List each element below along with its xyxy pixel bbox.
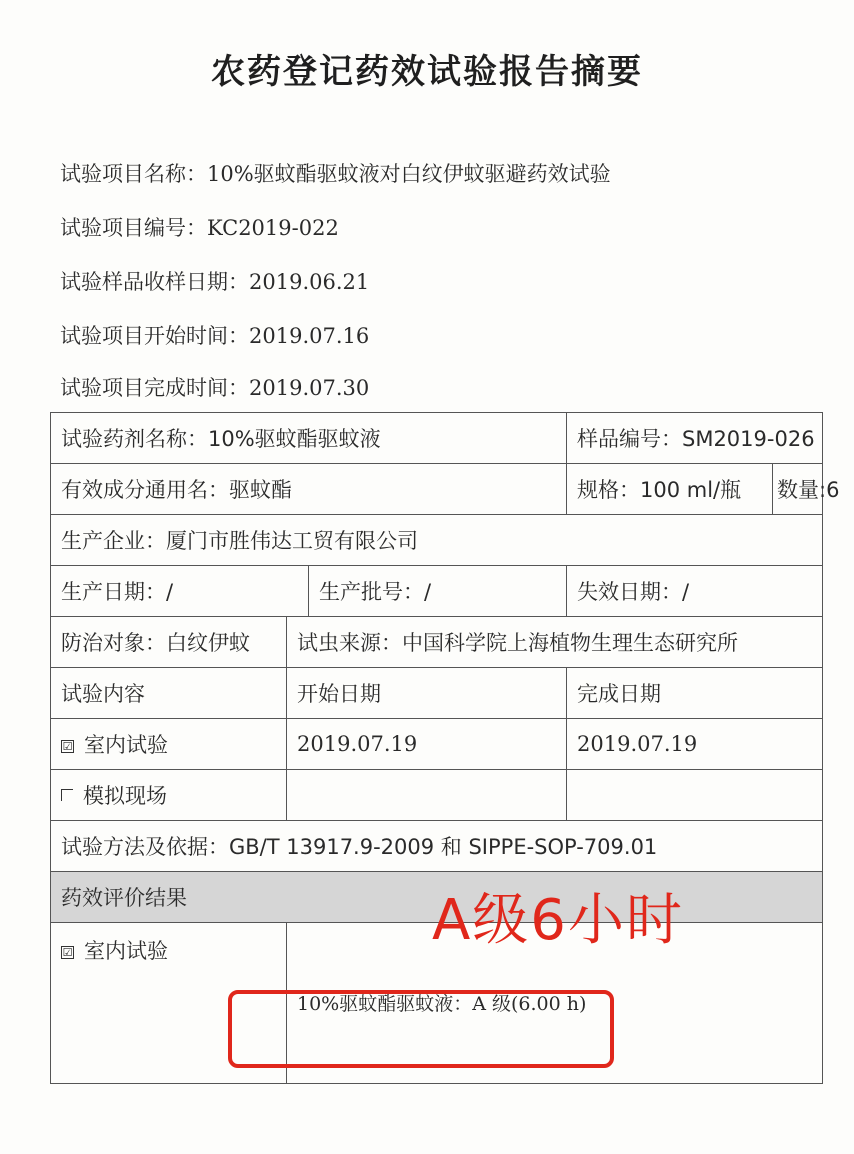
field-end-date-cell xyxy=(567,770,823,821)
field-test-row-cell xyxy=(51,770,287,821)
project-number-value: KC2019-022 xyxy=(207,216,339,240)
batch-number-cell: 生产批号：/ xyxy=(309,566,567,617)
indoor-start-date-cell: 2019.07.19 xyxy=(287,719,567,770)
company-cell: 生产企业：厦门市胜伟达工贸有限公司 xyxy=(51,515,823,566)
indoor-test-label: 室内试验 xyxy=(84,733,168,757)
content-header-cell: 试验内容 xyxy=(51,668,287,719)
sample-number-cell: 样品编号：SM2019-026 xyxy=(567,413,823,464)
production-date-cell: 生产日期：/ xyxy=(51,566,309,617)
indoor-test-row-cell xyxy=(51,719,287,770)
quantity-cell: 数量:6 xyxy=(773,464,823,515)
end-date-header-cell: 完成日期 xyxy=(567,668,823,719)
result-indoor-label: 室内试验 xyxy=(84,939,168,963)
result-text: 10%驱蚊酯驱蚊液：A 级(6.00 h) xyxy=(297,993,587,1015)
project-number-label: 试验项目编号： xyxy=(60,216,207,240)
expiry-date-cell: 失效日期：/ xyxy=(567,566,823,617)
agent-name-cell: 试验药剂名称：10%驱蚊酯驱蚊液 xyxy=(51,413,567,464)
project-name-value: 10%驱蚊酯驱蚊液对白纹伊蚊驱避药效试验 xyxy=(207,162,611,186)
field-checkbox[interactable] xyxy=(61,789,73,801)
highlight-box xyxy=(228,990,614,1068)
project-number-line xyxy=(60,212,339,242)
sample-receive-date-line xyxy=(60,266,369,296)
ingredient-cell: 有效成分通用名：驱蚊酯 xyxy=(51,464,567,515)
finish-time-value: 2019.07.30 xyxy=(249,376,370,400)
annotation-note: A级6小时 xyxy=(432,888,684,953)
result-header-cell: 药效评价结果 xyxy=(51,872,823,923)
target-cell: 防治对象：白纹伊蚊 xyxy=(51,617,287,668)
insect-source-cell: 试虫来源：中国科学院上海植物生理生态研究所 xyxy=(287,617,823,668)
start-time-value: 2019.07.16 xyxy=(249,324,370,348)
finish-time-label: 试验项目完成时间： xyxy=(60,376,249,400)
field-start-date-cell xyxy=(287,770,567,821)
sample-receive-date-label: 试验样品收样日期： xyxy=(60,270,249,294)
indoor-checkbox[interactable]: ☑ xyxy=(62,740,73,753)
result-indoor-checkbox[interactable]: ☑ xyxy=(62,946,73,959)
sample-receive-date-value: 2019.06.21 xyxy=(249,270,370,294)
start-date-header-cell: 开始日期 xyxy=(287,668,567,719)
report-title: 农药登记药效试验报告摘要 xyxy=(211,52,643,92)
start-time-label: 试验项目开始时间： xyxy=(60,324,249,348)
indoor-end-date-cell: 2019.07.19 xyxy=(567,719,823,770)
field-test-label: 模拟现场 xyxy=(83,784,167,808)
project-name-line xyxy=(60,158,611,188)
finish-time-line xyxy=(60,372,369,402)
report-table xyxy=(50,412,840,1084)
project-name-label: 试验项目名称： xyxy=(60,162,207,186)
method-cell: 试验方法及依据：GB/T 13917.9-2009 和 SIPPE-SOP-709.01 xyxy=(51,821,823,872)
spec-cell: 规格：100 ml/瓶 xyxy=(567,464,773,515)
start-time-line xyxy=(60,320,369,350)
